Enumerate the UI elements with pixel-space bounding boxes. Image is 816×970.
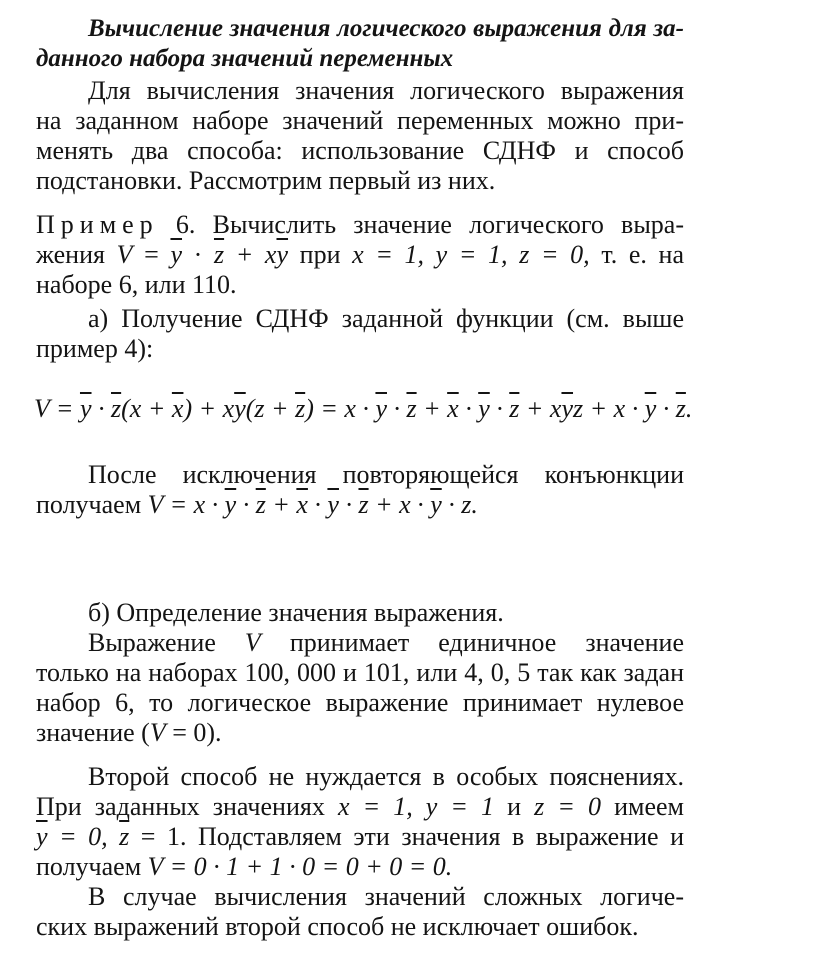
example-text: т. е. на: [589, 240, 685, 269]
negated-variable: $\overline{y}$: [644, 394, 657, 423]
var-v: V: [244, 628, 261, 657]
formula-term: (z +: [245, 394, 296, 423]
example-text: при: [288, 240, 353, 269]
formula-term: + x ·: [368, 490, 431, 519]
second-text: = 1. Подставляем эти значения в выражение и: [129, 822, 684, 851]
formula-term: ·: [458, 394, 479, 423]
intro-line-1: Для вычисления значения логического выражения: [88, 76, 684, 105]
second-method-line-5: В случае вычисления значений сложных логиче-: [88, 882, 684, 911]
step-b-line-3: только на наборах 100, 000 и 101, или 4, 0, 5 так как задан: [36, 658, 684, 687]
example-line-3: наборе 6, или 110.: [36, 270, 237, 299]
second-values: x = 1, y = 1: [337, 792, 495, 821]
second-text: имеем: [601, 792, 685, 821]
intro-line-4: подстановки. Рассмотрим первый из них.: [36, 166, 496, 195]
formula-term: · z.: [441, 490, 478, 519]
negated-variable: $\overline{y}$: [375, 394, 387, 423]
negated-variable: $\overline{y}$: [478, 394, 490, 423]
negated-variable: $\overline{z}$: [406, 394, 417, 423]
second-text: получаем: [36, 852, 148, 881]
formula-term: .: [685, 394, 693, 423]
var-z-bar: $\overline{z}$: [119, 822, 130, 851]
formula-term: V = x ·: [147, 490, 225, 519]
negated-variable: $\overline{z}$: [509, 394, 520, 423]
second-values: z = 0: [534, 792, 602, 821]
step-b-text: = 0).: [165, 718, 222, 747]
formula-term: +: [265, 490, 297, 519]
example-expression: [117, 240, 288, 269]
example-task: 6. Вычислить значение логического выра-: [158, 210, 684, 239]
section-heading-line-1: Вычисление значения логического выражения для за-: [88, 15, 684, 42]
formula-term: ·: [489, 394, 510, 423]
step-a-line-1: а) Получение СДНФ заданной функции (см. выше: [88, 304, 684, 333]
step-b-line-2: [88, 628, 684, 658]
second-method-line-2: [36, 792, 684, 822]
negated-variable: $\overline{x}$: [296, 490, 308, 519]
step-b-line-1: б) Определение значения выражения.: [88, 598, 504, 627]
second-values: = 0,: [47, 822, 120, 851]
section-heading-line-2: данного набора значений переменных: [36, 45, 454, 72]
example-line-1: [36, 210, 684, 240]
negated-variable: $\overline{x}$: [171, 394, 184, 423]
negated-variable: $\overline{z}$: [111, 394, 122, 423]
second-text: и: [494, 792, 535, 821]
sdnf-formula: [34, 394, 694, 424]
op-dot: ·: [182, 240, 214, 269]
formula-rhs: [80, 394, 692, 423]
step-b-text: значение (: [36, 718, 150, 747]
var-v: V: [149, 718, 166, 747]
op-eq: =: [132, 240, 171, 269]
var-z-bar: $\overline{z}$: [213, 240, 225, 269]
negated-variable: $\overline{y}$: [234, 394, 246, 423]
formula-term: +: [416, 394, 448, 423]
formula-term: ·: [91, 394, 112, 423]
step-b-text: Выражение: [88, 628, 245, 657]
intro-line-2: на заданном наборе значений переменных можно при-: [36, 106, 684, 135]
example-line-2: [36, 240, 684, 270]
formula-term: ·: [338, 490, 359, 519]
formula-term: z + x ·: [573, 394, 645, 423]
negated-variable: $\overline{y}$: [79, 394, 92, 423]
var-y-bar: $\overline{y}$: [36, 822, 48, 851]
example-label: Пример: [36, 210, 159, 239]
var-y-bar: $\overline{y}$: [276, 240, 289, 269]
step-b-text: принимает единичное значение: [260, 628, 684, 657]
second-method-line-1: Второй способ не нуждается в особых пояснениях.: [88, 762, 684, 791]
after-text: получаем: [36, 490, 148, 519]
negated-variable: $\overline{y}$: [430, 490, 442, 519]
second-method-line-3: [36, 822, 684, 852]
formula-term: ) + x: [183, 394, 235, 423]
second-method-line-6: ских выражений второй способ не исключает ошибок.: [36, 912, 639, 941]
formula-term: ·: [656, 394, 676, 423]
var-v: V: [116, 240, 133, 269]
formula-term: ) = x ·: [305, 394, 376, 423]
step-b-line-5: [36, 718, 684, 748]
example-values: x = 1, y = 1, z = 0,: [352, 240, 590, 269]
formula-term: + x: [519, 394, 562, 423]
second-text: При заданных значениях: [36, 792, 338, 821]
formula-term: ·: [386, 394, 407, 423]
negated-variable: $\overline{y}$: [561, 394, 574, 423]
step-b-line-4: набор 6, то логическое выражение принимает нулевое: [36, 688, 684, 717]
step-a-line-2: пример 4):: [36, 334, 154, 363]
example-text: жения: [36, 240, 117, 269]
reduced-formula: [148, 490, 478, 519]
substitution-result: V = 0 · 1 + 1 · 0 = 0 + 0 = 0.: [147, 852, 453, 881]
after-line-1: После исключения повторяющейся конъюнкции: [88, 460, 684, 489]
negated-variable: $\overline{y}$: [224, 490, 237, 519]
second-method-line-4: [36, 852, 684, 882]
formula-lhs: V =: [34, 394, 80, 423]
negated-variable: $\overline{x}$: [447, 394, 459, 423]
formula-term: (x +: [121, 394, 172, 423]
negated-variable: $\overline{z}$: [255, 490, 266, 519]
var-y-bar: $\overline{y}$: [170, 240, 183, 269]
intro-line-3: менять два способа: использование СДНФ и способ: [36, 136, 684, 165]
negated-variable: $\overline{z}$: [675, 394, 686, 423]
after-line-2: [36, 490, 684, 520]
op-plus-x: + x: [224, 240, 277, 269]
formula-term: ·: [236, 490, 256, 519]
negated-variable: $\overline{y}$: [327, 490, 339, 519]
negated-variable: $\overline{z}$: [295, 394, 306, 423]
negated-variable: $\overline{z}$: [358, 490, 369, 519]
formula-term: ·: [307, 490, 328, 519]
